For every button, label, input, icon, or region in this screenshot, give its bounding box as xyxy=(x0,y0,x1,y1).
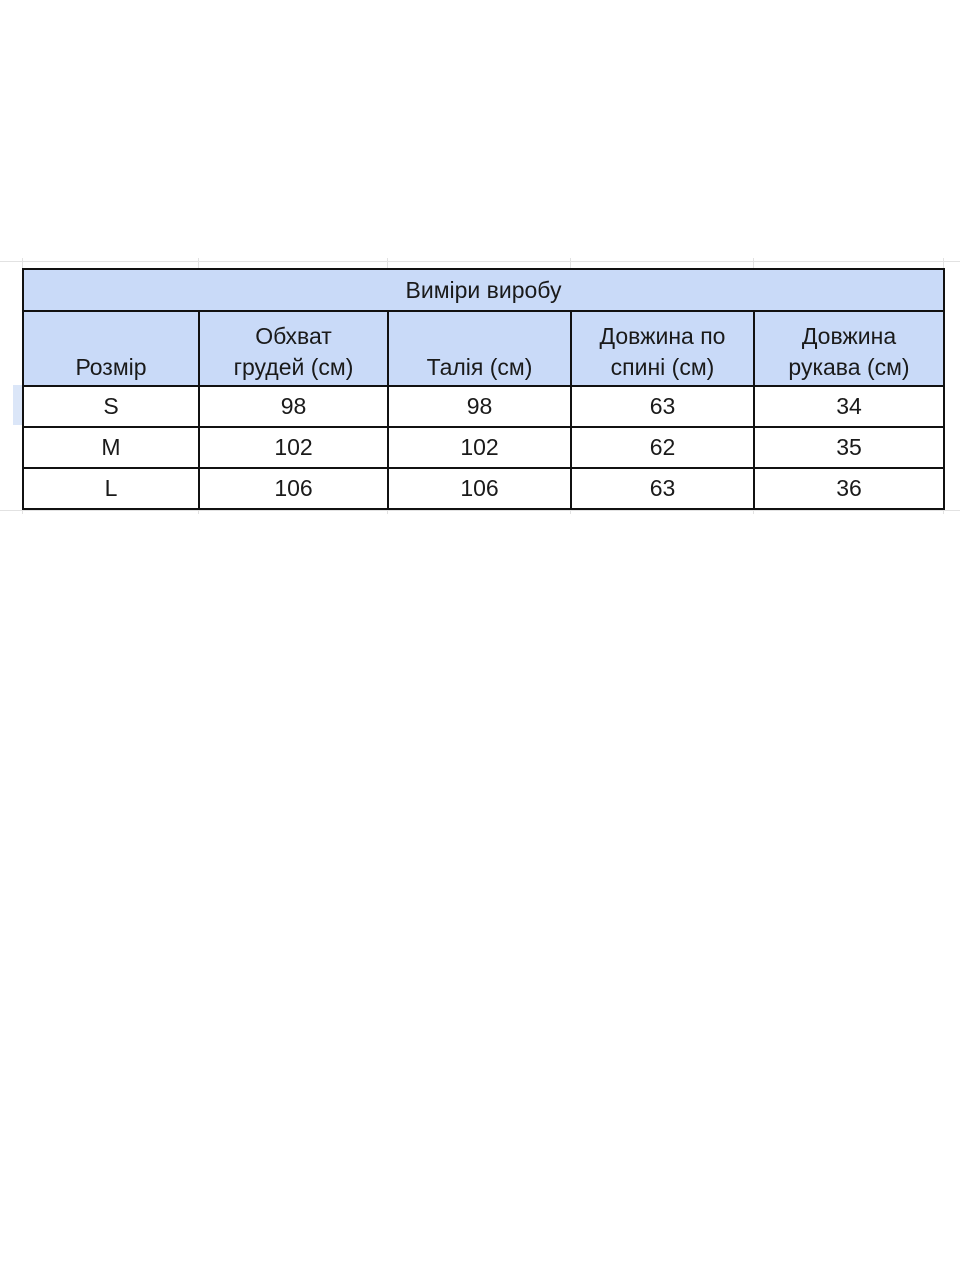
header-waist xyxy=(388,311,571,386)
table-row xyxy=(23,386,944,427)
cell-chest: 98 xyxy=(199,386,388,427)
header-size-line: Розмір xyxy=(75,354,147,380)
selected-row-marker xyxy=(13,385,22,425)
header-chest-line-2: грудей (см) xyxy=(233,354,354,380)
cell-back-length: 63 xyxy=(571,468,754,509)
header-sleeve-length xyxy=(754,311,944,386)
table-title-row xyxy=(23,269,944,311)
cell-chest: 106 xyxy=(199,468,388,509)
cell-back-length: 62 xyxy=(571,427,754,468)
cell-sleeve-length: 35 xyxy=(754,427,944,468)
header-sleeve-length-line-2: рукава (см) xyxy=(788,354,910,380)
header-chest xyxy=(199,311,388,386)
header-size xyxy=(23,311,199,386)
cell-sleeve-length: 34 xyxy=(754,386,944,427)
cell-back-length: 63 xyxy=(571,386,754,427)
cell-chest: 102 xyxy=(199,427,388,468)
header-back-length xyxy=(571,311,754,386)
header-back-length-line-2: спині (см) xyxy=(610,354,715,380)
cell-waist: 106 xyxy=(388,468,571,509)
header-chest-line-1: Обхват xyxy=(255,323,332,349)
cell-size: S xyxy=(23,386,199,427)
grid-line xyxy=(0,261,960,262)
cell-size: L xyxy=(23,468,199,509)
header-waist-line: Талія (см) xyxy=(426,354,533,380)
cell-sleeve-length: 36 xyxy=(754,468,944,509)
table-row xyxy=(23,427,944,468)
table-row xyxy=(23,468,944,509)
header-sleeve-length-line-1: Довжина xyxy=(801,323,897,349)
grid-line xyxy=(0,510,960,511)
cell-waist: 102 xyxy=(388,427,571,468)
table-header-row xyxy=(23,311,944,386)
cell-waist: 98 xyxy=(388,386,571,427)
size-chart-table xyxy=(22,268,945,510)
cell-size: M xyxy=(23,427,199,468)
header-back-length-line-1: Довжина по xyxy=(599,323,726,349)
table-title: Виміри виробу xyxy=(23,269,944,311)
